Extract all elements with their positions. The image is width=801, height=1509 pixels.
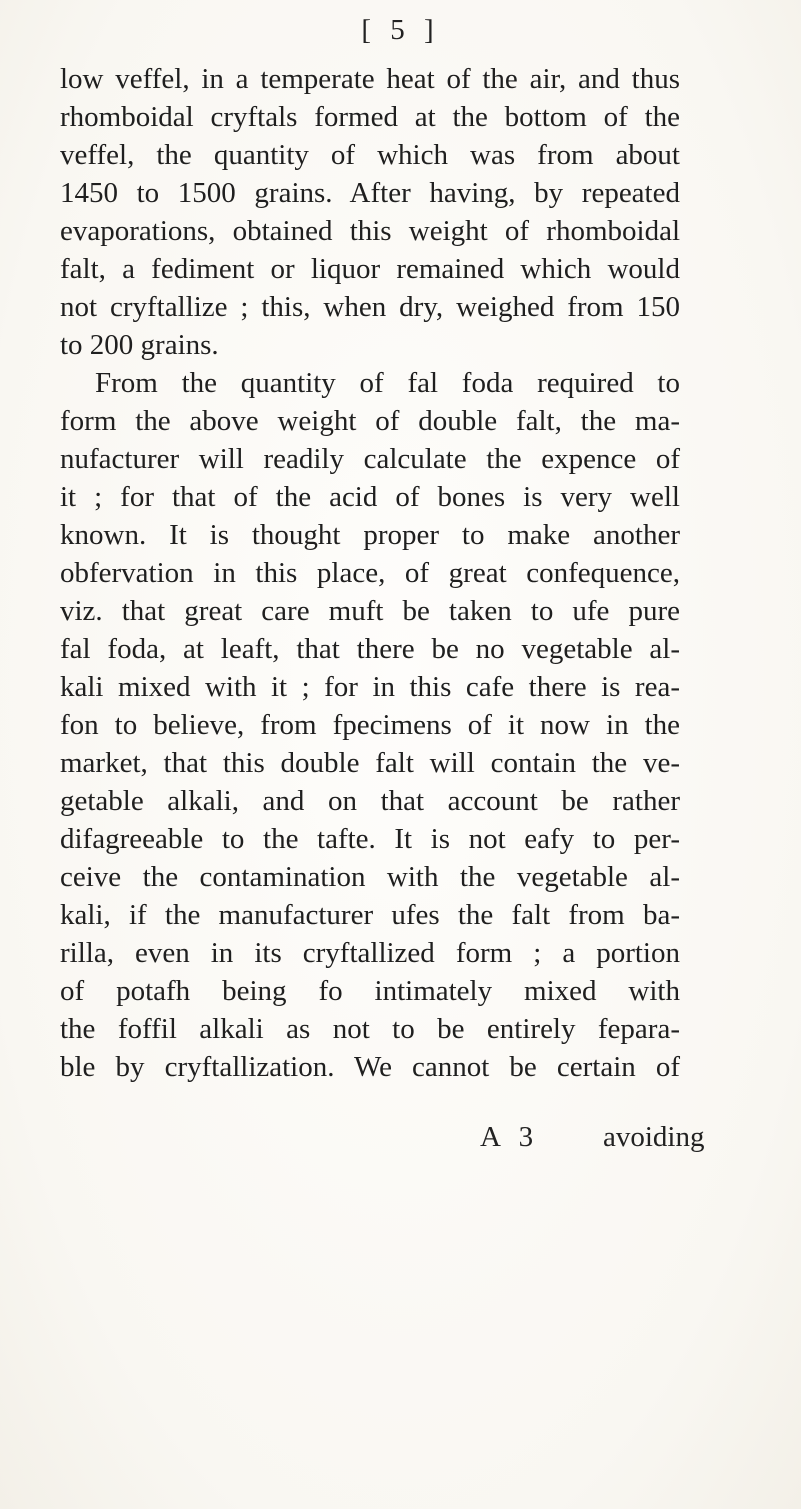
signature-mark: A 3	[480, 1121, 540, 1153]
text-line: rilla, even in its cryftallized form ; a portion	[60, 937, 680, 969]
text-line: ceive the contamination with the vegetable al-	[60, 861, 680, 893]
text-line: From the quantity of fal foda required to	[95, 367, 680, 399]
text-line: evaporations, obtained this weight of rhomboidal	[60, 215, 680, 247]
catchword: avoiding	[603, 1121, 705, 1153]
text-line: it ; for that of the acid of bones is very well	[60, 481, 680, 513]
page-number-header: [ 5 ]	[361, 14, 440, 46]
text-line: veffel, the quantity of which was from about	[60, 139, 680, 171]
text-line: fal foda, at leaft, that there be no vegetable al-	[60, 633, 680, 665]
text-line: obfervation in this place, of great confequence,	[60, 557, 680, 589]
text-line: form the above weight of double falt, the ma-	[60, 405, 680, 437]
text-line: difagreeable to the tafte. It is not eafy to per-	[60, 823, 680, 855]
text-line: market, that this double falt will contain the ve-	[60, 747, 680, 779]
text-line: fon to believe, from fpecimens of it now in the	[60, 709, 680, 741]
text-line: nufacturer will readily calculate the expence of	[60, 443, 680, 475]
text-line: getable alkali, and on that account be rather	[60, 785, 680, 817]
text-line: known. It is thought proper to make another	[60, 519, 680, 551]
text-line: to 200 grains.	[60, 329, 219, 361]
text-line: viz. that great care muft be taken to ufe pure	[60, 595, 680, 627]
text-line: low veffel, in a temperate heat of the air, and thus	[60, 63, 680, 95]
text-line: kali mixed with it ; for in this cafe there is rea-	[60, 671, 680, 703]
text-line: the foffil alkali as not to be entirely fepara-	[60, 1013, 680, 1045]
text-line: ble by cryftallization. We cannot be certain of	[60, 1051, 680, 1083]
text-line: kali, if the manufacturer ufes the falt from ba-	[60, 899, 680, 931]
text-line: of potafh being fo intimately mixed with	[60, 975, 680, 1007]
text-line: falt, a fediment or liquor remained which would	[60, 253, 680, 285]
text-line: rhomboidal cryftals formed at the bottom of the	[60, 101, 680, 133]
text-line: not cryftallize ; this, when dry, weighed from 150	[60, 291, 680, 323]
text-line: 1450 to 1500 grains. After having, by repeated	[60, 177, 680, 209]
